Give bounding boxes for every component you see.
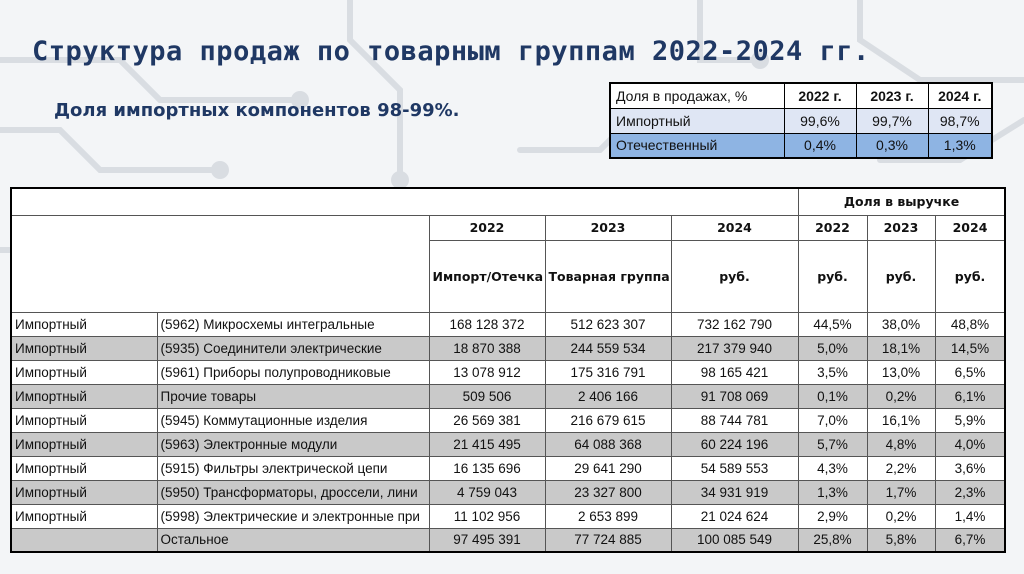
revenue-2024-cell: 34 931 919 <box>671 480 798 504</box>
share-revenue-header: Доля в выручке <box>798 188 1005 215</box>
revenue-2023-cell: 244 559 534 <box>545 336 671 360</box>
share-2024-cell: 5,9% <box>935 408 1005 432</box>
origin-cell: Импортный <box>11 456 157 480</box>
table-row <box>11 480 1005 504</box>
table-row <box>11 360 1005 384</box>
revenue-2023-cell: 512 623 307 <box>545 312 671 336</box>
unit-header: руб. <box>867 240 935 312</box>
table-row <box>11 312 1005 336</box>
page-title: Структура продаж по товарным группам 2022-2024 гг. <box>32 36 870 67</box>
share-2024-cell: 6,1% <box>935 384 1005 408</box>
share-2024-cell: 3,6% <box>935 456 1005 480</box>
unit-header: руб. <box>798 240 867 312</box>
revenue-2023-cell: 2 406 166 <box>545 384 671 408</box>
share-2022-cell: 44,5% <box>798 312 867 336</box>
share-2022-cell: 0,1% <box>798 384 867 408</box>
group-column-header: Товарная группа <box>545 240 671 312</box>
revenue-2024-cell: 100 085 549 <box>671 528 798 552</box>
share-2022-cell: 3,5% <box>798 360 867 384</box>
share-2023-cell: 13,0% <box>867 360 935 384</box>
revenue-2022-cell: 4 759 043 <box>429 480 545 504</box>
share-2023-cell: 2,2% <box>867 456 935 480</box>
origin-cell: Импортный <box>11 360 157 384</box>
share-2023-cell: 18,1% <box>867 336 935 360</box>
group-cell: Остальное <box>157 528 429 552</box>
share-2024-cell: 6,7% <box>935 528 1005 552</box>
revenue-2023-cell: 64 088 368 <box>545 432 671 456</box>
group-cell: (5998) Электрические и электронные при <box>157 504 429 528</box>
header-empty-cell <box>11 188 798 215</box>
table-row <box>11 408 1005 432</box>
table-body <box>11 312 1005 552</box>
table-row <box>11 456 1005 480</box>
share-2022-cell: 25,8% <box>798 528 867 552</box>
year-header-2024: 2024 <box>671 215 798 240</box>
share-year-header-2022: 2022 <box>798 215 867 240</box>
share-cell: 0,3% <box>856 133 928 158</box>
share-2022-cell: 7,0% <box>798 408 867 432</box>
revenue-2022-cell: 11 102 956 <box>429 504 545 528</box>
year-header-2022: 2022 <box>429 215 545 240</box>
share-2024-cell: 48,8% <box>935 312 1005 336</box>
year-header-2023: 2023 <box>545 215 671 240</box>
share-year-header-2023: 2023 <box>867 215 935 240</box>
share-row-label: Импортный <box>610 108 784 133</box>
revenue-2022-cell: 21 415 495 <box>429 432 545 456</box>
header-row-share <box>11 188 1005 215</box>
unit-header: руб. <box>671 240 798 312</box>
share-2023-cell: 5,8% <box>867 528 935 552</box>
origin-cell: Импортный <box>11 384 157 408</box>
share-2022-cell: 5,0% <box>798 336 867 360</box>
share-cell: 1,3% <box>928 133 992 158</box>
share-2022-cell: 2,9% <box>798 504 867 528</box>
share-2024-cell: 2,3% <box>935 480 1005 504</box>
share-2022-cell: 1,3% <box>798 480 867 504</box>
revenue-2024-cell: 217 379 940 <box>671 336 798 360</box>
group-cell: (5962) Микросхемы интегральные <box>157 312 429 336</box>
group-cell: (5935) Соединители электрические <box>157 336 429 360</box>
share-2022-cell: 5,7% <box>798 432 867 456</box>
revenue-2022-cell: 13 078 912 <box>429 360 545 384</box>
revenue-2024-cell: 732 162 790 <box>671 312 798 336</box>
header-empty-cell <box>11 215 429 312</box>
origin-cell: Импортный <box>11 336 157 360</box>
share-2023-cell: 16,1% <box>867 408 935 432</box>
revenue-2022-cell: 16 135 696 <box>429 456 545 480</box>
revenue-2022-cell: 26 569 381 <box>429 408 545 432</box>
unit-header: руб. <box>935 240 1005 312</box>
origin-cell: Импортный <box>11 504 157 528</box>
share-2024-cell: 14,5% <box>935 336 1005 360</box>
share-2023-cell: 0,2% <box>867 504 935 528</box>
share-year-2023: 2023 г. <box>856 83 928 108</box>
group-cell: (5963) Электронные модули <box>157 432 429 456</box>
group-cell: Прочие товары <box>157 384 429 408</box>
share-2023-cell: 0,2% <box>867 384 935 408</box>
origin-cell <box>11 528 157 552</box>
revenue-2024-cell: 60 224 196 <box>671 432 798 456</box>
share-cell: 0,4% <box>784 133 856 158</box>
group-cell: (5945) Коммутационные изделия <box>157 408 429 432</box>
share-2022-cell: 4,3% <box>798 456 867 480</box>
page-subtitle: Доля импортных компонентов 98-99%. <box>54 100 460 121</box>
share-cell: 99,6% <box>784 108 856 133</box>
share-cell: 99,7% <box>856 108 928 133</box>
origin-cell: Импортный <box>11 432 157 456</box>
table-row <box>11 384 1005 408</box>
revenue-2023-cell: 77 724 885 <box>545 528 671 552</box>
revenue-2023-cell: 175 316 791 <box>545 360 671 384</box>
share-2023-cell: 4,8% <box>867 432 935 456</box>
share-table-header-row <box>610 83 992 108</box>
group-cell: (5915) Фильтры электрической цепи <box>157 456 429 480</box>
share-2024-cell: 6,5% <box>935 360 1005 384</box>
revenue-2023-cell: 29 641 290 <box>545 456 671 480</box>
share-2023-cell: 38,0% <box>867 312 935 336</box>
revenue-2024-cell: 98 165 421 <box>671 360 798 384</box>
table-row <box>11 432 1005 456</box>
revenue-2023-cell: 2 653 899 <box>545 504 671 528</box>
group-cell: (5950) Трансформаторы, дроссели, лини <box>157 480 429 504</box>
share-row-label: Отечественный <box>610 133 784 158</box>
table-row <box>11 528 1005 552</box>
revenue-2024-cell: 54 589 553 <box>671 456 798 480</box>
share-2024-cell: 1,4% <box>935 504 1005 528</box>
share-cell: 98,7% <box>928 108 992 133</box>
share-row-domestic <box>610 133 992 158</box>
origin-cell: Импортный <box>11 312 157 336</box>
share-year-2024: 2024 г. <box>928 83 992 108</box>
revenue-2023-cell: 23 327 800 <box>545 480 671 504</box>
header-row-years <box>11 215 1005 240</box>
revenue-2024-cell: 21 024 624 <box>671 504 798 528</box>
product-group-table <box>10 187 1006 553</box>
origin-cell: Импортный <box>11 480 157 504</box>
product-group-table-container <box>10 187 1004 553</box>
revenue-2022-cell: 509 506 <box>429 384 545 408</box>
revenue-2024-cell: 91 708 069 <box>671 384 798 408</box>
share-row-import <box>610 108 992 133</box>
share-2023-cell: 1,7% <box>867 480 935 504</box>
origin-column-header: Импорт/Отечка <box>429 240 545 312</box>
table-row <box>11 504 1005 528</box>
share-year-header-2024: 2024 <box>935 215 1005 240</box>
share-header-label: Доля в продажах, % <box>610 83 784 108</box>
revenue-2023-cell: 216 679 615 <box>545 408 671 432</box>
sales-share-table <box>609 82 993 159</box>
share-year-2022: 2022 г. <box>784 83 856 108</box>
revenue-2024-cell: 88 744 781 <box>671 408 798 432</box>
revenue-2022-cell: 97 495 391 <box>429 528 545 552</box>
revenue-2022-cell: 18 870 388 <box>429 336 545 360</box>
table-row <box>11 336 1005 360</box>
origin-cell: Импортный <box>11 408 157 432</box>
revenue-2022-cell: 168 128 372 <box>429 312 545 336</box>
group-cell: (5961) Приборы полупроводниковые <box>157 360 429 384</box>
share-2024-cell: 4,0% <box>935 432 1005 456</box>
